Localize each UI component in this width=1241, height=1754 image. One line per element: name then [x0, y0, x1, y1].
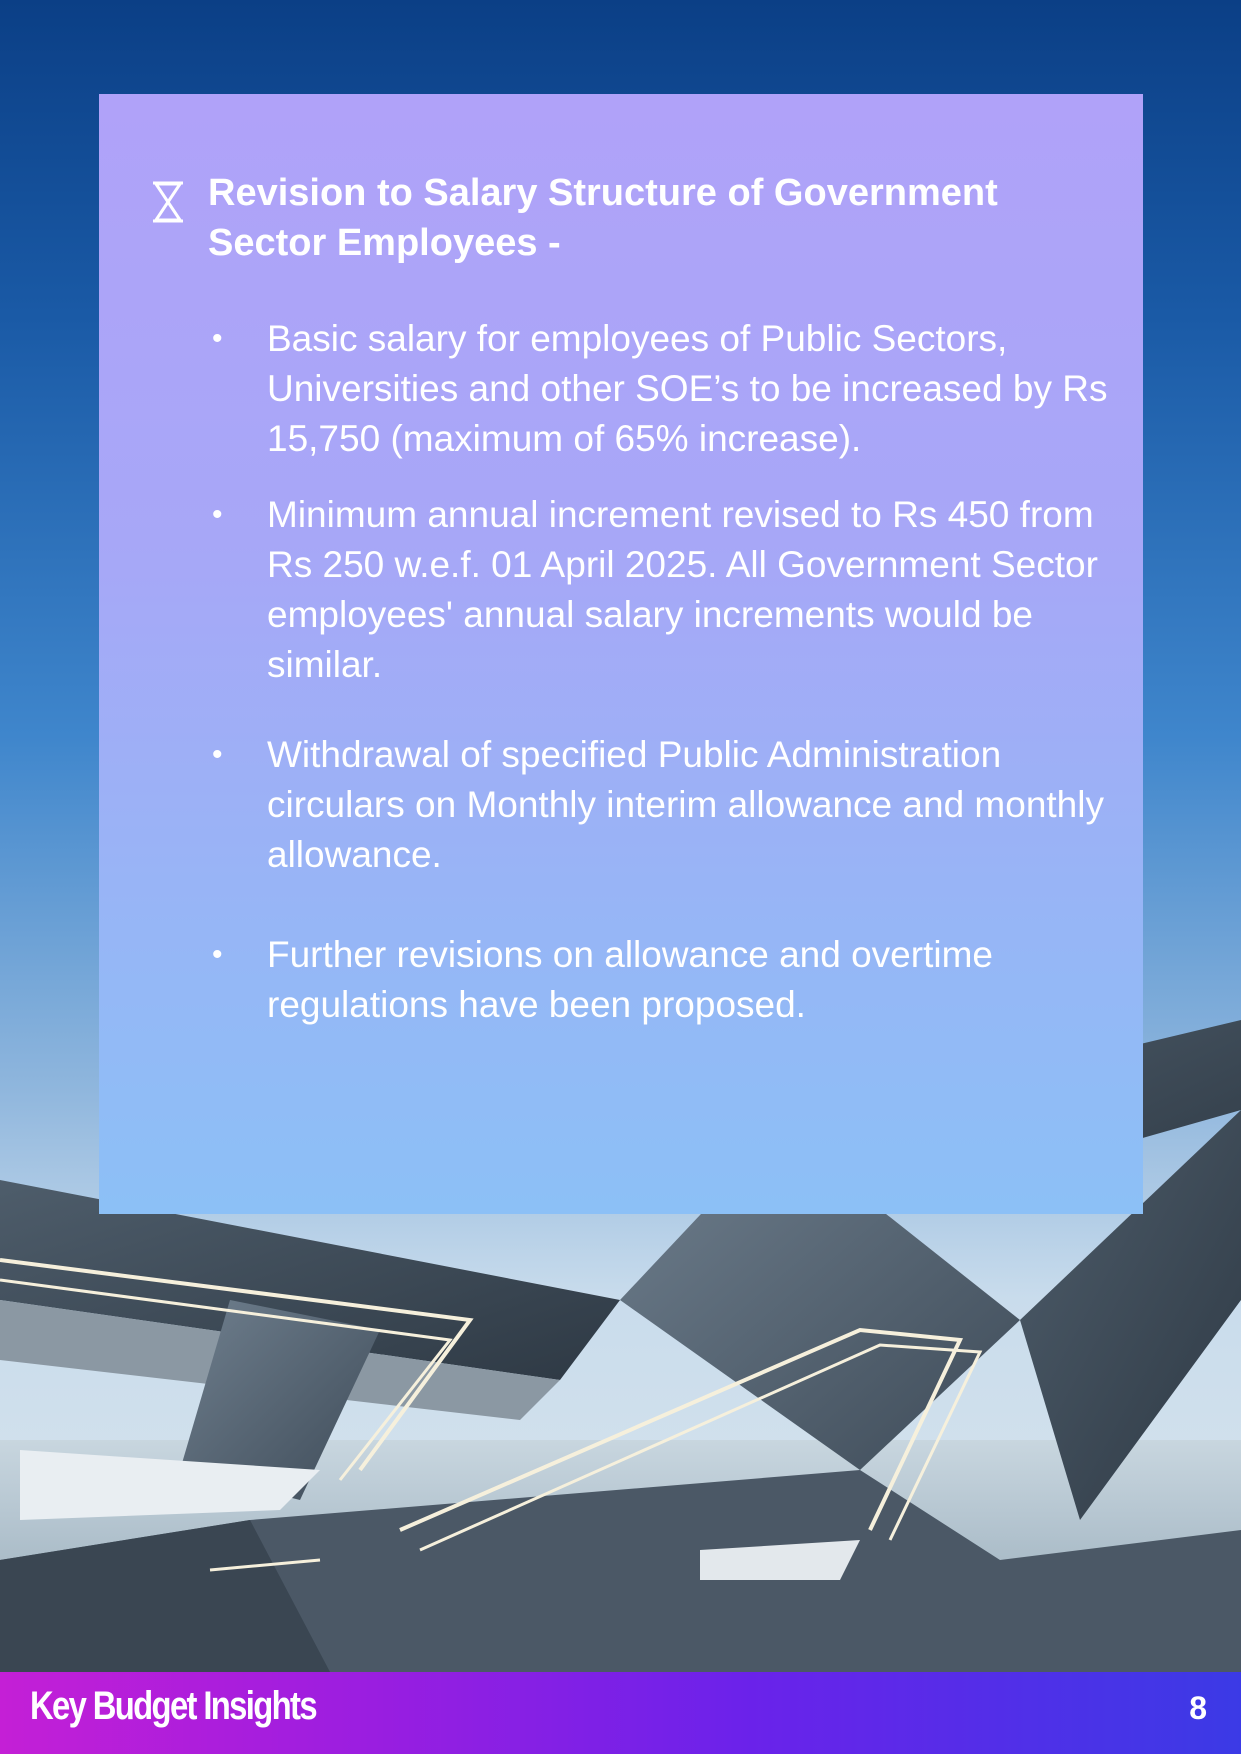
footer-title: Key Budget Insights: [30, 1684, 316, 1728]
bullet-item: [208, 490, 1108, 690]
bullet-text: Further revisions on allowance and overtime regulations have been proposed.: [267, 934, 993, 1025]
bullet-dot: •: [212, 498, 223, 531]
footer-bar: [0, 1672, 1241, 1754]
bullet-dot: •: [212, 322, 223, 355]
bullet-item: [208, 314, 1108, 464]
section-heading-row: [150, 168, 1090, 268]
bullet-text: Minimum annual increment revised to Rs 450 from Rs 250 w.e.f. 01 April 2025. All Government Sector employees' annual salary increments would be similar.: [267, 494, 1098, 685]
bullet-text: Basic salary for employees of Public Sectors, Universities and other SOE’s to be increased by Rs 15,750 (maximum of 65% increase).: [267, 318, 1108, 459]
bullet-list: [208, 314, 1108, 1030]
bullet-dot: •: [212, 938, 223, 971]
bullet-dot: •: [212, 738, 223, 771]
hourglass-icon: [150, 180, 186, 224]
bullet-item: [208, 730, 1108, 880]
page-number: 8: [1189, 1690, 1207, 1726]
bullet-item: [208, 930, 1108, 1030]
bullet-text: Withdrawal of specified Public Administration circulars on Monthly interim allowance and monthly allowance.: [267, 734, 1104, 875]
section-heading: Revision to Salary Structure of Government Sector Employees -: [208, 172, 998, 264]
